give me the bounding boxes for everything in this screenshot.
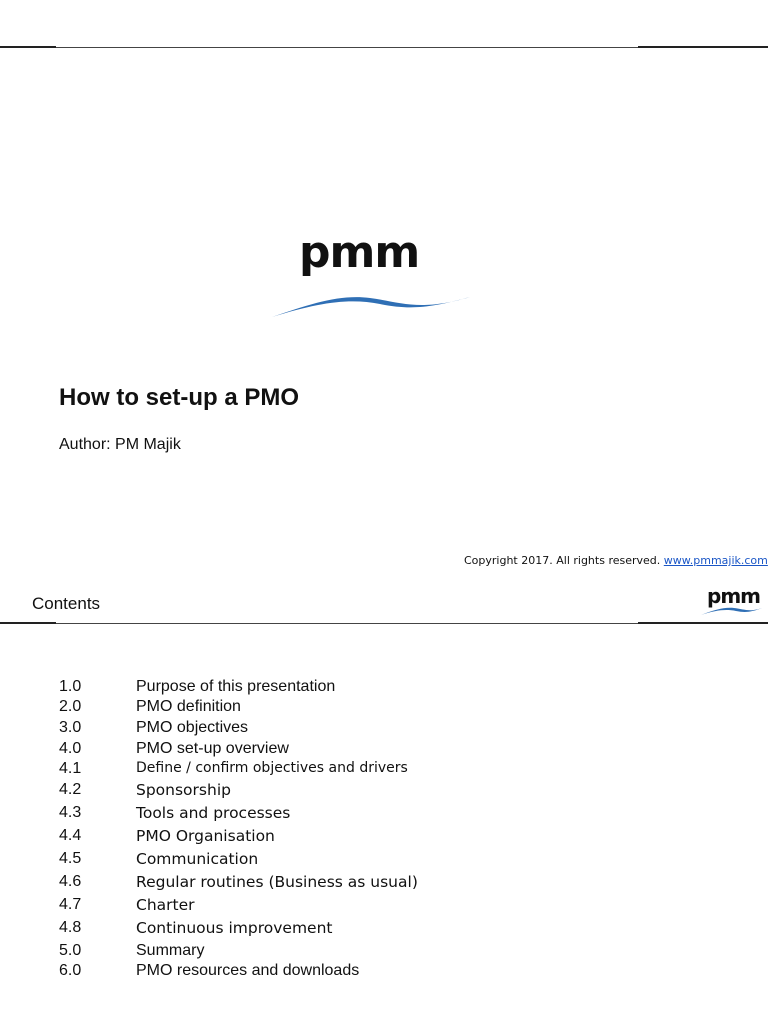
toc-label: Tools and processes — [136, 804, 291, 822]
toc-label: PMO resources and downloads — [136, 962, 360, 979]
toc-number: 1.0 — [59, 678, 82, 695]
top-divider-accent-right — [638, 46, 768, 48]
toc-number: 4.2 — [59, 781, 82, 798]
top-divider-accent-left — [0, 46, 56, 48]
toc-number: 3.0 — [59, 719, 82, 736]
toc-number: 4.1 — [59, 760, 82, 777]
toc-label: Define / confirm objectives and drivers — [136, 760, 408, 776]
pmm-logo-small: pmm — [707, 584, 760, 608]
wave-logo-small-icon — [700, 605, 766, 617]
toc-label: Purpose of this presentation — [136, 678, 336, 695]
wave-logo-icon — [270, 290, 474, 320]
toc-label: Regular routines (Business as usual) — [136, 873, 418, 891]
toc-number: 4.7 — [59, 896, 82, 913]
toc-number: 4.4 — [59, 827, 82, 844]
toc-label: Sponsorship — [136, 781, 231, 799]
toc-number: 4.8 — [59, 919, 82, 936]
copyright-notice — [464, 554, 768, 568]
toc-label: PMO definition — [136, 698, 241, 715]
toc-label: Communication — [136, 850, 259, 868]
toc-number: 4.3 — [59, 804, 82, 821]
toc-number: 4.6 — [59, 873, 82, 890]
toc-label: Continuous improvement — [136, 919, 333, 937]
contents-slide — [0, 578, 768, 1024]
website-link[interactable]: www.pmmajik.com — [663, 554, 768, 567]
toc-label: Summary — [136, 942, 205, 959]
page-title: How to set-up a PMO — [59, 384, 299, 411]
contents-divider-accent-right — [638, 622, 768, 624]
copyright-text: Copyright 2017. All rights reserved. — [464, 554, 664, 567]
toc-number: 5.0 — [59, 942, 82, 959]
toc-number: 6.0 — [59, 962, 82, 979]
author-line: Author: PM Majik — [59, 436, 181, 453]
toc-number: 4.0 — [59, 740, 82, 757]
contents-divider-accent-left — [0, 622, 56, 624]
pmm-logo: pmm — [299, 227, 420, 278]
contents-heading: Contents — [32, 594, 101, 613]
toc-label: PMO objectives — [136, 719, 249, 736]
toc-label: PMO set-up overview — [136, 740, 289, 757]
toc-label: Charter — [136, 896, 195, 914]
toc-label: PMO Organisation — [136, 827, 275, 845]
toc-number: 4.5 — [59, 850, 82, 867]
toc-number: 2.0 — [59, 698, 82, 715]
